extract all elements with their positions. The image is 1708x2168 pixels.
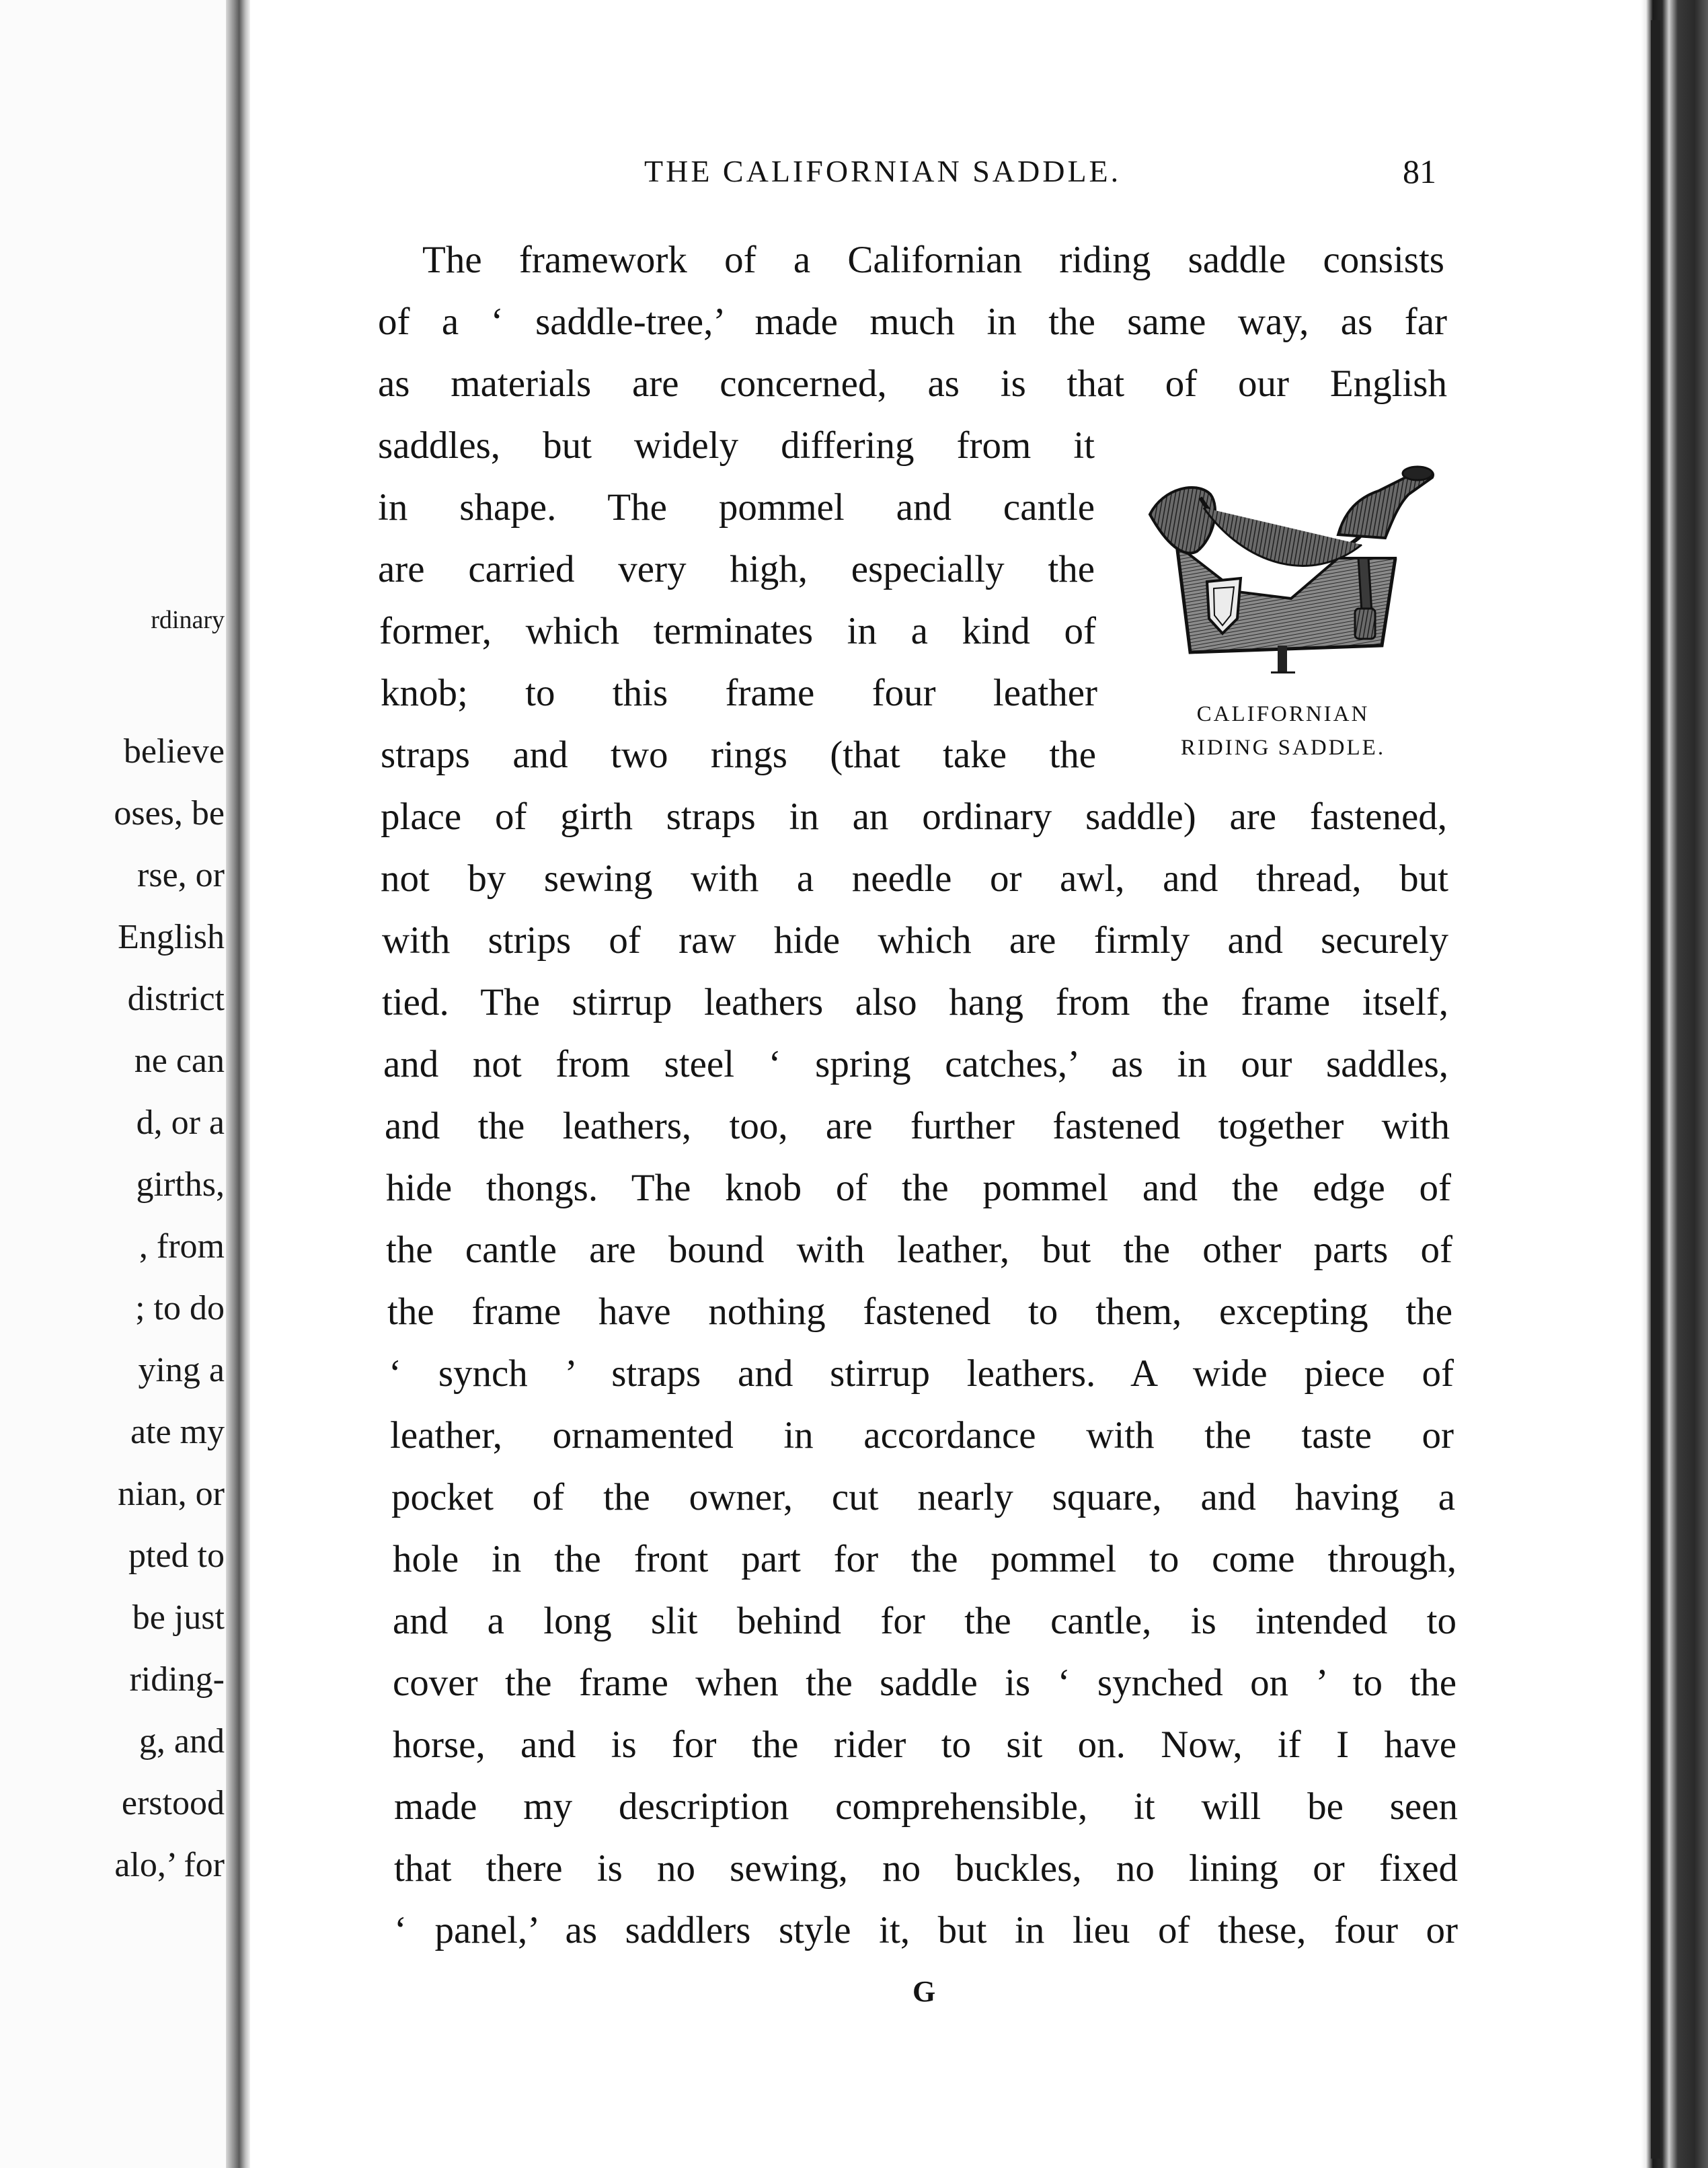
left-page-fragment: girths, — [136, 1165, 225, 1204]
text-line: cover the frame when the saddle is ‘ synched on ’ to the — [393, 1662, 1457, 1704]
left-page-fragment: rse, or — [137, 856, 225, 894]
text-line: the cantle are bound with leather, but the other parts of — [386, 1229, 1452, 1271]
text-line: the frame have nothing fastened to them, excepting the — [387, 1290, 1452, 1333]
text-line: hide thongs. The knob of the pommel and the edge of — [386, 1167, 1451, 1209]
left-page-fragment: riding- — [129, 1660, 225, 1699]
left-page-fragment: , from — [139, 1227, 225, 1266]
left-page-fragment: erstood — [121, 1784, 225, 1822]
book-cover-edge — [1651, 20, 1660, 2159]
page-number: 81 — [1403, 153, 1436, 190]
saddle-engraving-icon — [1136, 457, 1446, 699]
left-page-fragment: nian, or — [118, 1475, 225, 1513]
left-page-fragment: alo,’ for — [114, 1846, 225, 1884]
text-line: leather, ornamented in accordance with the taste or — [390, 1414, 1454, 1457]
left-page-fragment: ying a — [138, 1351, 225, 1389]
text-line: pocket of the owner, cut nearly square, and having a — [391, 1476, 1455, 1518]
left-page-fragment: ; to do — [135, 1289, 225, 1327]
text-line: tied. The stirrup leathers also hang from the frame itself, — [382, 981, 1448, 1023]
text-line: that there is no sewing, no buckles, no lining or fixed — [394, 1847, 1458, 1890]
book-gutter — [226, 0, 250, 2168]
left-page-fragment: English — [118, 918, 225, 956]
signature-mark: G — [913, 1975, 936, 2008]
left-page-fragment: ne can — [134, 1042, 225, 1080]
text-line: and the leathers, too, are further fastened together with — [385, 1105, 1450, 1147]
text-line: horse, and is for the rider to sit on. Now, if I have — [393, 1724, 1457, 1766]
text-line: in shape. The pommel and cantle — [378, 486, 1095, 529]
text-line: The framework of a Californian riding saddle consists — [422, 239, 1444, 281]
left-page-fragment: rdinary — [151, 606, 225, 634]
text-line: ‘ synch ’ straps and stirrup leathers. A wide piece of — [389, 1352, 1454, 1395]
saddle-illustration — [1136, 457, 1446, 699]
left-page-fragment: pted to — [128, 1537, 225, 1575]
text-line: made my description comprehensible, it will be seen — [394, 1785, 1458, 1828]
text-line: not by sewing with a needle or awl, and thread, but — [381, 857, 1448, 900]
text-line: knob; to this frame four leather — [381, 672, 1097, 714]
figure-caption-line-2: RIDING SADDLE. — [1180, 736, 1386, 760]
left-page-fragment: oses, be — [114, 794, 225, 833]
left-page-fragment: d, or a — [136, 1104, 225, 1142]
left-page-fragment: believe — [123, 732, 225, 771]
left-facing-page — [0, 0, 235, 2168]
text-line: as materials are concerned, as is that of our English — [378, 362, 1447, 405]
text-line: straps and two rings (that take the — [381, 734, 1096, 776]
running-head: THE CALIFORNIAN SADDLE. — [644, 154, 1122, 188]
text-line: former, which terminates in a kind of — [379, 610, 1096, 652]
left-page-fragment: district — [127, 980, 225, 1018]
text-line: and not from steel ‘ spring catches,’ as in our saddles, — [383, 1043, 1448, 1085]
left-page-fragment: be just — [132, 1598, 225, 1637]
text-line: and a long slit behind for the cantle, is intended to — [393, 1600, 1457, 1642]
text-line: saddles, but widely differing from it — [378, 424, 1095, 467]
left-page-fragment: g, and — [139, 1722, 225, 1760]
text-line: of a ‘ saddle-tree,’ made much in the same way, as far — [378, 301, 1447, 343]
left-page-fragment: ate my — [130, 1413, 225, 1451]
text-line: ‘ panel,’ as saddlers style it, but in lieu of these, four or — [394, 1909, 1458, 1951]
text-line: are carried very high, especially the — [378, 548, 1095, 590]
text-line: place of girth straps in an ordinary saddle) are fastened, — [381, 796, 1447, 838]
text-line: hole in the front part for the pommel to come through, — [393, 1538, 1457, 1580]
text-line: with strips of raw hide which are firmly and securely — [382, 919, 1448, 962]
figure-caption-line-1: CALIFORNIAN — [1196, 702, 1370, 726]
